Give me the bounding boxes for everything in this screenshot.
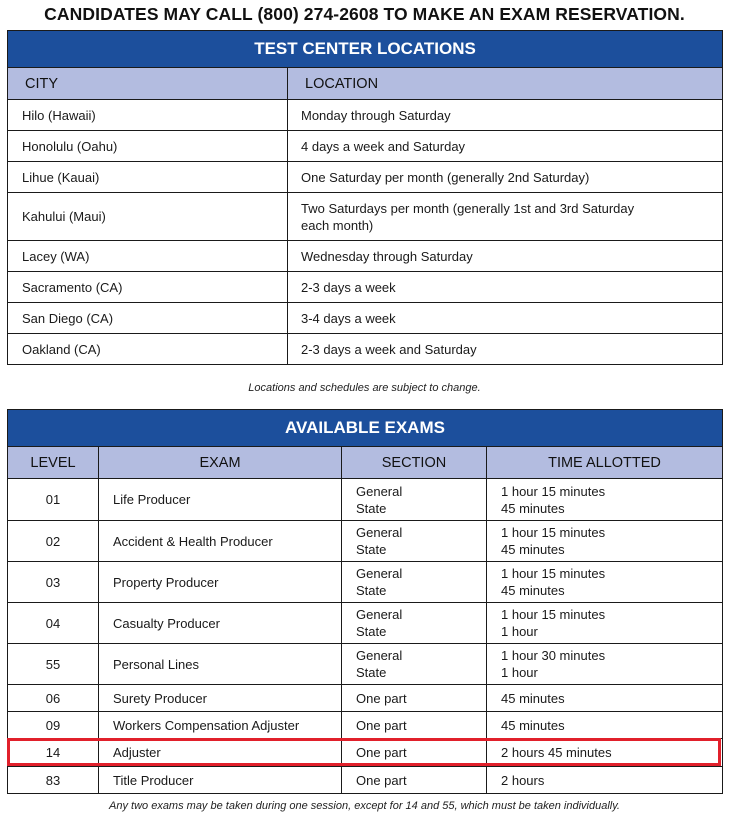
schedule-cell bbox=[288, 162, 723, 193]
section-cell bbox=[342, 685, 487, 712]
schedule-cell bbox=[288, 241, 723, 272]
section-cell bbox=[342, 562, 487, 603]
exam-name-cell: Title Producer bbox=[99, 767, 342, 794]
schedule-cell bbox=[288, 100, 723, 131]
available-exams-table bbox=[7, 409, 723, 794]
locations-table-title: TEST CENTER LOCATIONS bbox=[8, 31, 723, 68]
level-cell: 14 bbox=[8, 739, 99, 767]
time-allotted-cell bbox=[487, 767, 723, 794]
section-cell bbox=[342, 644, 487, 685]
section-cell-line: State bbox=[356, 542, 387, 557]
time-allotted-cell bbox=[487, 644, 723, 685]
city-cell: Lacey (WA) bbox=[8, 241, 288, 272]
time-allotted-cell-line: 2 hours bbox=[501, 772, 545, 788]
schedule-cell-line: 3-4 days a week bbox=[301, 310, 396, 326]
exams-note: Any two exams may be taken during one session, except for 14 and 55, which must be taken individually. bbox=[109, 800, 620, 812]
exam-name-cell: Surety Producer bbox=[99, 685, 342, 712]
section-cell-line: General bbox=[356, 525, 403, 540]
column-header-location: LOCATION bbox=[288, 68, 723, 100]
location-row bbox=[8, 272, 723, 303]
time-allotted-cell-line: 45 minutes bbox=[501, 690, 565, 706]
time-allotted-cell bbox=[487, 685, 723, 712]
section-cell-line: General bbox=[356, 566, 403, 581]
exam-name-cell: Casualty Producer bbox=[99, 603, 342, 644]
time-allotted-cell bbox=[487, 712, 723, 739]
location-row bbox=[8, 241, 723, 272]
section-cell bbox=[342, 739, 487, 767]
time-allotted-cell-line: 1 hour bbox=[501, 665, 538, 680]
level-cell: 83 bbox=[8, 767, 99, 794]
schedule-cell-line: 4 days a week and Saturday bbox=[301, 138, 466, 154]
time-allotted-cell-line: 1 hour 15 minutes bbox=[501, 566, 606, 581]
exam-row bbox=[8, 603, 723, 644]
time-allotted-cell-line: 1 hour 15 minutes bbox=[501, 607, 606, 622]
time-allotted-cell bbox=[487, 603, 723, 644]
exam-row bbox=[8, 479, 723, 521]
section-cell-line: General bbox=[356, 648, 403, 663]
section-cell-line: State bbox=[356, 665, 387, 680]
exam-row bbox=[8, 739, 723, 767]
location-row bbox=[8, 162, 723, 193]
time-allotted-cell-line: 45 minutes bbox=[501, 500, 565, 516]
exam-row bbox=[8, 767, 723, 794]
column-header-level: LEVEL bbox=[8, 447, 99, 479]
schedule-cell bbox=[288, 131, 723, 162]
section-cell-line: One part bbox=[356, 717, 407, 733]
test-center-locations-table bbox=[7, 30, 723, 365]
section-cell bbox=[342, 603, 487, 644]
section-cell bbox=[342, 521, 487, 562]
level-cell: 06 bbox=[8, 685, 99, 712]
section-cell-line: One part bbox=[356, 772, 407, 788]
exam-row bbox=[8, 562, 723, 603]
page-headline: CANDIDATES MAY CALL (800) 274-2608 TO MAKE AN EXAM RESERVATION. bbox=[44, 4, 685, 24]
level-cell: 04 bbox=[8, 603, 99, 644]
exam-name-cell: Workers Compensation Adjuster bbox=[99, 712, 342, 739]
column-header-exam: EXAM bbox=[99, 447, 342, 479]
exam-name-cell: Personal Lines bbox=[99, 644, 342, 685]
time-allotted-cell bbox=[487, 479, 723, 521]
time-allotted-cell bbox=[487, 562, 723, 603]
location-row bbox=[8, 334, 723, 365]
schedule-cell-line: 2-3 days a week bbox=[301, 279, 396, 295]
city-cell: Hilo (Hawaii) bbox=[8, 100, 288, 131]
section-cell-line: One part bbox=[356, 745, 407, 760]
location-row bbox=[8, 131, 723, 162]
level-cell: 09 bbox=[8, 712, 99, 739]
time-allotted-cell-line: 45 minutes bbox=[501, 717, 565, 733]
section-cell-line: General bbox=[356, 607, 403, 622]
level-cell: 01 bbox=[8, 479, 99, 521]
exam-name-cell: Life Producer bbox=[99, 479, 342, 521]
column-header-time-allotted: TIME ALLOTTED bbox=[487, 447, 723, 479]
time-allotted-cell bbox=[487, 521, 723, 562]
time-allotted-cell-line: 45 minutes bbox=[501, 542, 565, 557]
section-cell bbox=[342, 712, 487, 739]
time-allotted-cell-line: 1 hour 30 minutes bbox=[501, 648, 606, 663]
exam-name-cell: Accident & Health Producer bbox=[99, 521, 342, 562]
exam-row bbox=[8, 521, 723, 562]
exam-name-cell: Property Producer bbox=[99, 562, 342, 603]
column-header-city: CITY bbox=[8, 68, 288, 100]
locations-note: Locations and schedules are subject to change. bbox=[248, 382, 481, 394]
schedule-cell bbox=[288, 334, 723, 365]
section-cell-line: General bbox=[356, 483, 403, 499]
section-cell-line: State bbox=[356, 583, 387, 598]
city-cell: Sacramento (CA) bbox=[8, 272, 288, 303]
column-header-section: SECTION bbox=[342, 447, 487, 479]
city-cell: San Diego (CA) bbox=[8, 303, 288, 334]
level-cell: 02 bbox=[8, 521, 99, 562]
schedule-cell bbox=[288, 303, 723, 334]
exam-name-cell: Adjuster bbox=[99, 739, 342, 767]
location-row bbox=[8, 193, 723, 241]
section-cell bbox=[342, 767, 487, 794]
section-cell bbox=[342, 479, 487, 521]
time-allotted-cell-line: 1 hour 15 minutes bbox=[501, 483, 606, 499]
schedule-cell-line: Monday through Saturday bbox=[301, 107, 451, 123]
exam-row bbox=[8, 685, 723, 712]
location-row bbox=[8, 303, 723, 334]
time-allotted-cell-line: 2 hours 45 minutes bbox=[501, 745, 612, 760]
exam-row bbox=[8, 644, 723, 685]
schedule-cell-line: Wednesday through Saturday bbox=[301, 248, 473, 264]
city-cell: Lihue (Kauai) bbox=[8, 162, 288, 193]
section-cell-line: State bbox=[356, 500, 387, 516]
level-cell: 03 bbox=[8, 562, 99, 603]
time-allotted-cell-line: 1 hour bbox=[501, 624, 538, 639]
schedule-cell-line: 2-3 days a week and Saturday bbox=[301, 341, 477, 357]
section-cell-line: State bbox=[356, 624, 387, 639]
schedule-cell-line: Two Saturdays per month (generally 1st and 3rd Saturday bbox=[301, 200, 635, 216]
city-cell: Oakland (CA) bbox=[8, 334, 288, 365]
exams-table-title: AVAILABLE EXAMS bbox=[8, 410, 723, 447]
time-allotted-cell-line: 1 hour 15 minutes bbox=[501, 525, 606, 540]
time-allotted-cell bbox=[487, 739, 723, 767]
schedule-cell bbox=[288, 272, 723, 303]
exam-row bbox=[8, 712, 723, 739]
schedule-cell bbox=[288, 193, 723, 241]
section-cell-line: One part bbox=[356, 690, 407, 706]
time-allotted-cell-line: 45 minutes bbox=[501, 583, 565, 598]
city-cell: Honolulu (Oahu) bbox=[8, 131, 288, 162]
location-row bbox=[8, 100, 723, 131]
level-cell: 55 bbox=[8, 644, 99, 685]
schedule-cell-line: each month) bbox=[301, 217, 374, 233]
city-cell: Kahului (Maui) bbox=[8, 193, 288, 241]
schedule-cell-line: One Saturday per month (generally 2nd Saturday) bbox=[301, 169, 590, 185]
